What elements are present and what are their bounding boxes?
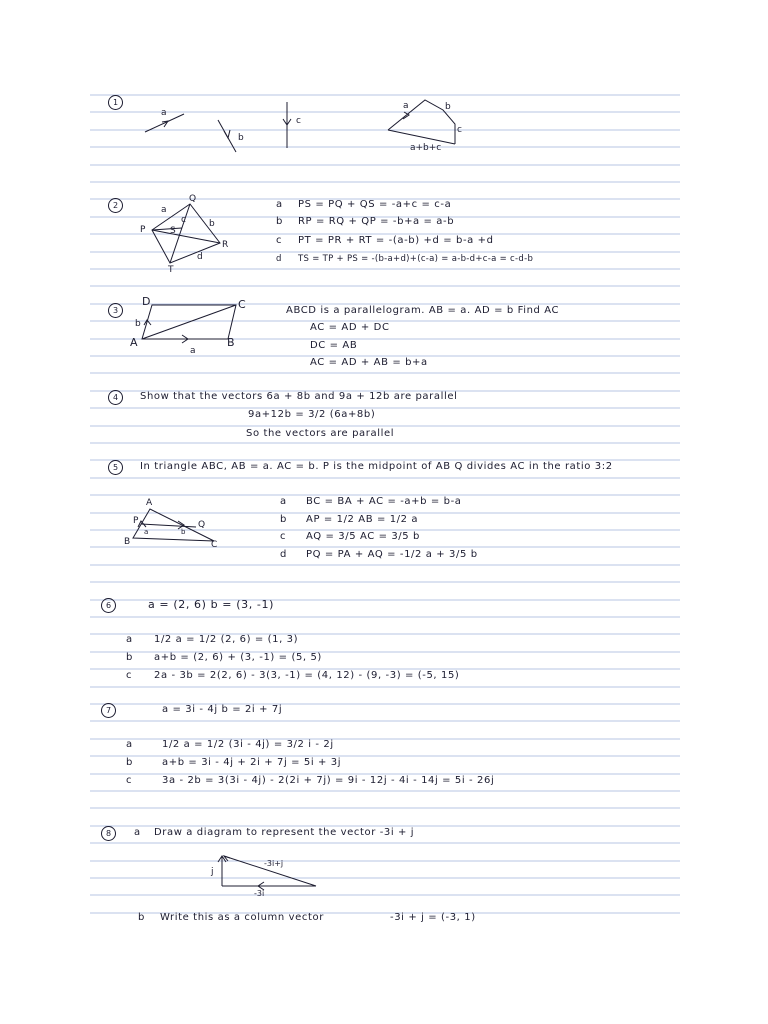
q3-line-3: DC = AB <box>310 340 358 351</box>
q3-edge-b: b <box>135 319 141 329</box>
q5-part-a-label: a <box>280 496 287 507</box>
q3-line-4: AC = AD + AB = b+a <box>310 357 428 368</box>
q5-part-b-text: AP = 1/2 AB = 1/2 a <box>306 514 419 525</box>
q3-point-d: D <box>142 295 151 308</box>
q2-edge-a: a <box>161 205 167 215</box>
q8-label-base: -3i <box>254 889 265 898</box>
q2-part-c-text: PT = PR + RT = -(a-b) +d = b-a +d <box>298 235 494 246</box>
q1-poly-label-a: a <box>403 101 409 111</box>
q5-part-c-label: c <box>280 531 287 542</box>
q5-part-b-label: b <box>280 514 287 525</box>
question-8-number: 8 <box>101 826 116 841</box>
q5-part-d-label: d <box>280 549 287 560</box>
q2-edge-b: b <box>209 219 215 229</box>
q5-point-b: B <box>124 537 131 547</box>
q4-statement: Show that the vectors 6a + 8b and 9a + 12b are parallel <box>140 391 458 402</box>
q6-given: a = (2, 6) b = (3, -1) <box>148 598 274 611</box>
q7-part-c-label: c <box>126 775 133 786</box>
q2-part-c-label: c <box>276 235 283 246</box>
q3-point-b: B <box>227 336 235 349</box>
q1-sum-label: a+b+c <box>410 143 442 153</box>
q3-point-a: A <box>130 336 138 349</box>
q2-part-a-text: PS = PQ + QS = -a+c = c-a <box>298 199 452 210</box>
q2-point-s: S <box>170 226 176 236</box>
q7-part-c-text: 3a - 2b = 3(3i - 4j) - 2(2i + 7j) = 9i - 12j - 4i - 14j = 5i - 26j <box>162 775 495 786</box>
q5-part-c-text: AQ = 3/5 AC = 3/5 b <box>306 531 420 542</box>
q6-part-a-label: a <box>126 634 133 645</box>
q2-part-d-text: TS = TP + PS = -(b-a+d)+(c-a) = a-b-d+c-a = c-d-b <box>298 254 534 264</box>
q5-part-d-text: PQ = PA + AQ = -1/2 a + 3/5 b <box>306 549 478 560</box>
q5-edge-a: a <box>144 528 149 536</box>
q4-working: 9a+12b = 3/2 (6a+8b) <box>248 409 376 420</box>
q7-part-b-label: b <box>126 757 133 768</box>
question-2-number: 2 <box>108 198 123 213</box>
q8-label-j: j <box>211 867 214 877</box>
q7-part-a-label: a <box>126 739 133 750</box>
q7-part-b-text: a+b = 3i - 4j + 2i + 7j = 5i + 3j <box>162 757 342 768</box>
q8-label-hyp: -3i+j <box>264 859 284 868</box>
q4-conclusion: So the vectors are parallel <box>246 428 395 439</box>
q2-point-p: P <box>140 225 146 235</box>
q2-part-a-label: a <box>276 199 283 210</box>
q1-label-b: b <box>238 133 244 143</box>
q1-label-c: c <box>296 116 301 126</box>
q2-edge-d: d <box>197 252 203 262</box>
q8-part-b-text: Write this as a column vector <box>160 912 324 923</box>
q8-part-a-text: Draw a diagram to represent the vector -3i + j <box>154 827 415 838</box>
q1-poly-label-c: c <box>457 125 462 135</box>
q5-point-a: A <box>146 498 153 508</box>
q3-line-2: AC = AD + DC <box>310 322 390 333</box>
q1-poly-label-b: b <box>445 102 451 112</box>
q8-part-b-answer: -3i + j = (-3, 1) <box>390 912 476 923</box>
q5-point-q: Q <box>198 520 206 530</box>
q6-part-c-label: c <box>126 670 133 681</box>
question-3-number: 3 <box>108 303 123 318</box>
q2-point-r: R <box>222 240 229 250</box>
q6-part-a-text: 1/2 a = 1/2 (2, 6) = (1, 3) <box>154 634 299 645</box>
q3-edge-a: a <box>190 346 196 356</box>
q2-point-q: Q <box>189 194 197 204</box>
q2-part-d-label: d <box>276 254 282 264</box>
q8-part-a-label: a <box>134 827 141 838</box>
q3-point-c: C <box>238 298 246 311</box>
q2-part-b-text: RP = RQ + QP = -b+a = a-b <box>298 216 455 227</box>
question-6-number: 6 <box>101 598 116 613</box>
q2-point-t: T <box>168 265 174 275</box>
q8-part-b-label: b <box>138 912 145 923</box>
q2-edge-c: c <box>181 215 186 225</box>
q5-point-c: C <box>211 540 218 550</box>
question-4-number: 4 <box>108 390 123 405</box>
q5-point-p: P <box>133 516 139 526</box>
q2-part-b-label: b <box>276 216 283 227</box>
q5-part-a-text: BC = BA + AC = -a+b = b-a <box>306 496 462 507</box>
q5-edge-b: b <box>181 528 186 536</box>
q5-intro: In triangle ABC, AB = a. AC = b. P is the midpoint of AB Q divides AC in the ratio 3:2 <box>140 461 613 472</box>
q6-part-b-label: b <box>126 652 133 663</box>
q1-label-a: a <box>161 108 167 118</box>
q7-given: a = 3i - 4j b = 2i + 7j <box>162 704 283 715</box>
question-5-number: 5 <box>108 460 123 475</box>
q3-line-1: ABCD is a parallelogram. AB = a. AD = b Find AC <box>286 305 560 316</box>
q6-part-b-text: a+b = (2, 6) + (3, -1) = (5, 5) <box>154 652 322 663</box>
question-7-number: 7 <box>101 703 116 718</box>
question-1-number: 1 <box>108 95 123 110</box>
q7-part-a-text: 1/2 a = 1/2 (3i - 4j) = 3/2 i - 2j <box>162 739 334 750</box>
q6-part-c-text: 2a - 3b = 2(2, 6) - 3(3, -1) = (4, 12) - (9, -3) = (-5, 15) <box>154 670 460 681</box>
